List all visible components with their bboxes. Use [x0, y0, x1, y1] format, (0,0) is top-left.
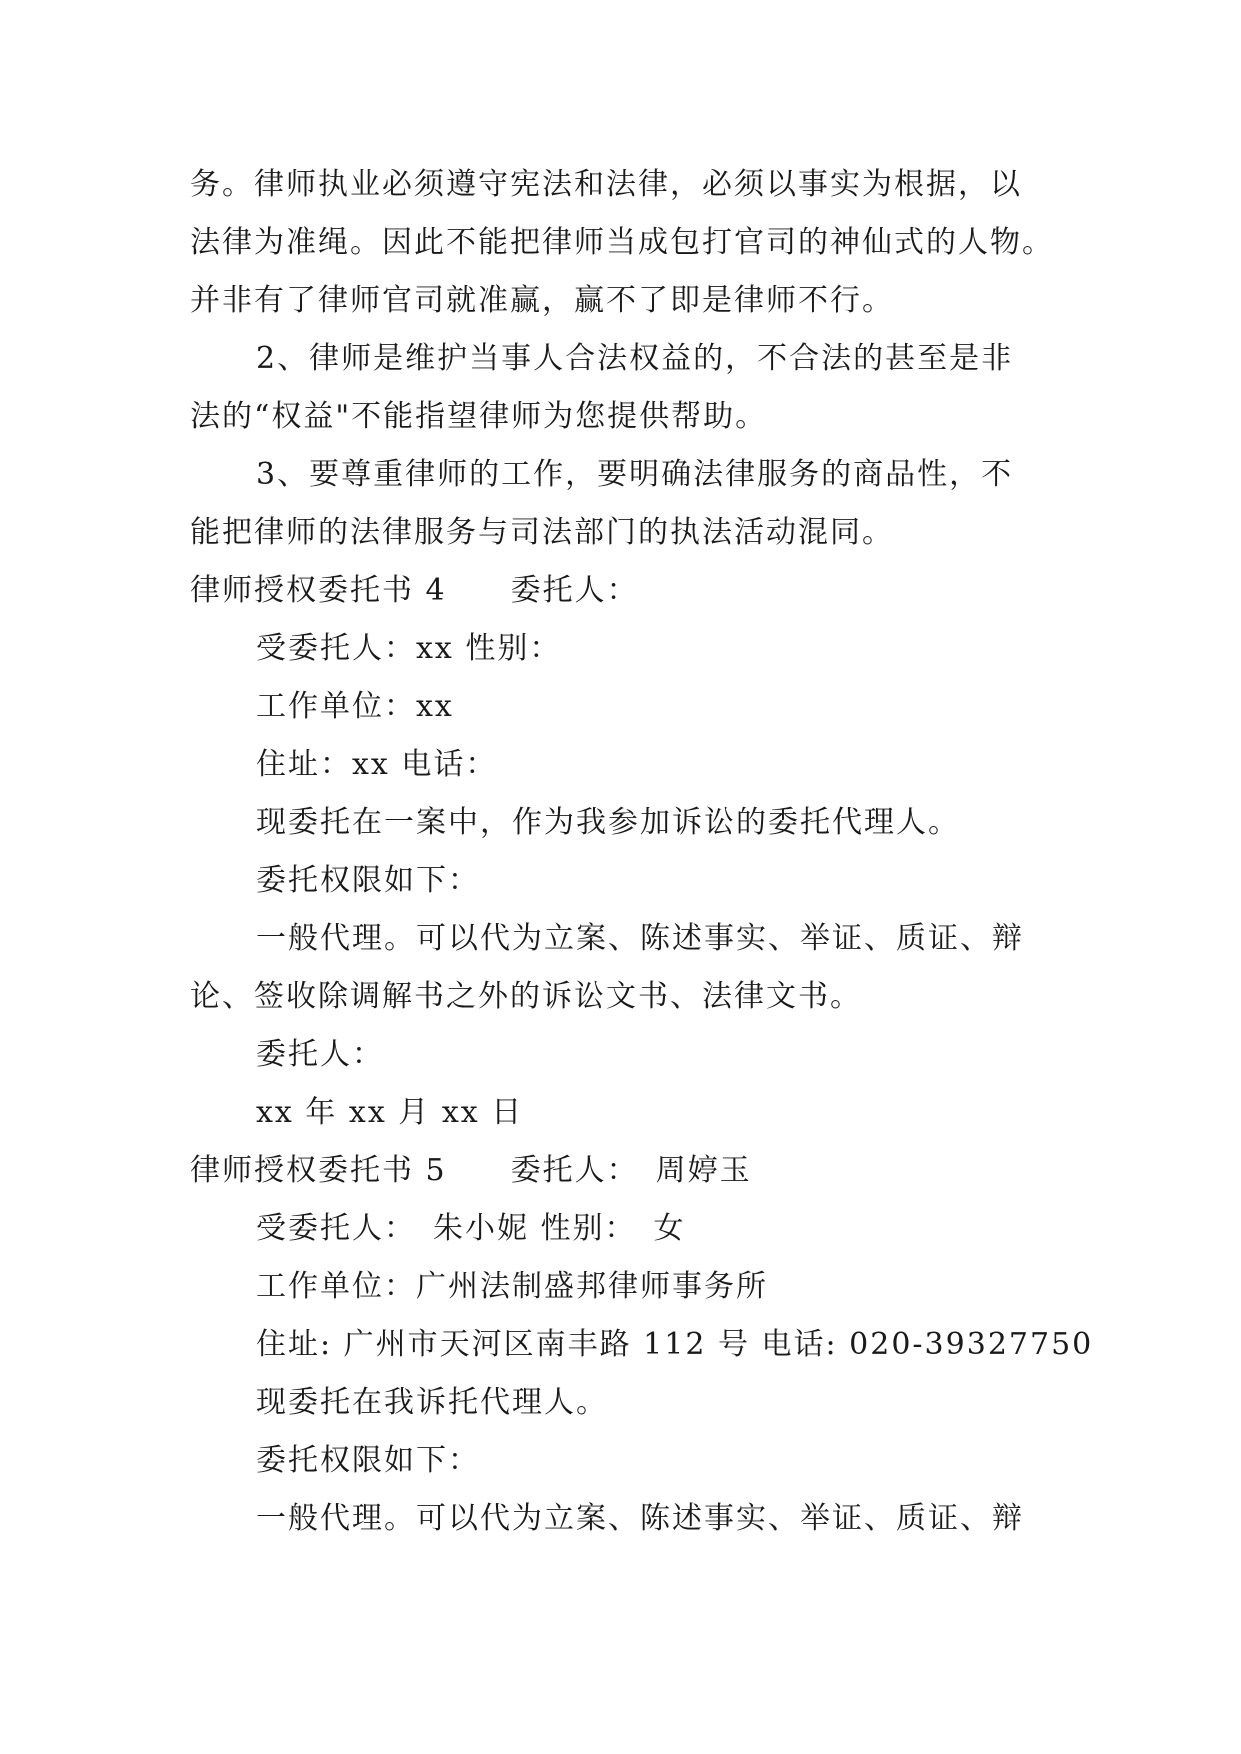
section-4-authority-line-1: 一般代理。可以代为立案、陈述事实、举证、质证、辩	[256, 921, 1024, 956]
paragraph-1-line-2: 法律为准绳。因此不能把律师当成包打官司的神仙式的人物。	[190, 225, 1054, 260]
paragraph-3-line-1: 3、要尊重律师的工作，要明确法律服务的商品性，不	[256, 457, 1014, 492]
paragraph-2-line-1: 2、律师是维护当事人合法权益的，不合法的甚至是非	[256, 341, 1014, 376]
section-4-date: xx 年 xx 月 xx 日	[256, 1095, 524, 1130]
section-5-heading: 律师授权委托书 5 委托人： 周婷玉	[190, 1153, 752, 1188]
paragraph-1-line-3: 并非有了律师官司就准赢，赢不了即是律师不行。	[190, 283, 894, 318]
section-5-statement: 现委托在我诉托代理人。	[256, 1385, 608, 1420]
section-4-work-unit: 工作单位：xx	[256, 689, 454, 724]
section-5-authority-title: 委托权限如下：	[256, 1443, 480, 1478]
section-4-principal-sign: 委托人：	[256, 1037, 384, 1072]
section-5-agent: 受委托人： 朱小妮 性别： 女	[256, 1211, 686, 1246]
section-5-authority-line-1: 一般代理。可以代为立案、陈述事实、举证、质证、辩	[256, 1501, 1024, 1536]
section-4-heading: 律师授权委托书 4 委托人：	[190, 573, 639, 608]
paragraph-3-line-2: 能把律师的法律服务与司法部门的执法活动混同。	[190, 515, 894, 550]
section-4-authority-line-2: 论、签收除调解书之外的诉讼文书、法律文书。	[190, 979, 862, 1014]
section-4-address: 住址：xx 电话：	[256, 747, 498, 782]
paragraph-1-line-1: 务。律师执业必须遵守宪法和法律，必须以事实为根据，以	[190, 167, 1022, 202]
section-4-statement: 现委托在一案中，作为我参加诉讼的委托代理人。	[256, 805, 960, 840]
section-5-work-unit: 工作单位：广州法制盛邦律师事务所	[256, 1269, 768, 1304]
paragraph-2-line-2: 法的“权益"不能指望律师为您提供帮助。	[190, 399, 768, 434]
section-5-address: 住址: 广州市天河区南丰路 112 号 电话: 020-39327750	[256, 1327, 1094, 1362]
section-4-agent: 受委托人：xx 性别：	[256, 631, 562, 666]
section-4-authority-title: 委托权限如下：	[256, 863, 480, 898]
